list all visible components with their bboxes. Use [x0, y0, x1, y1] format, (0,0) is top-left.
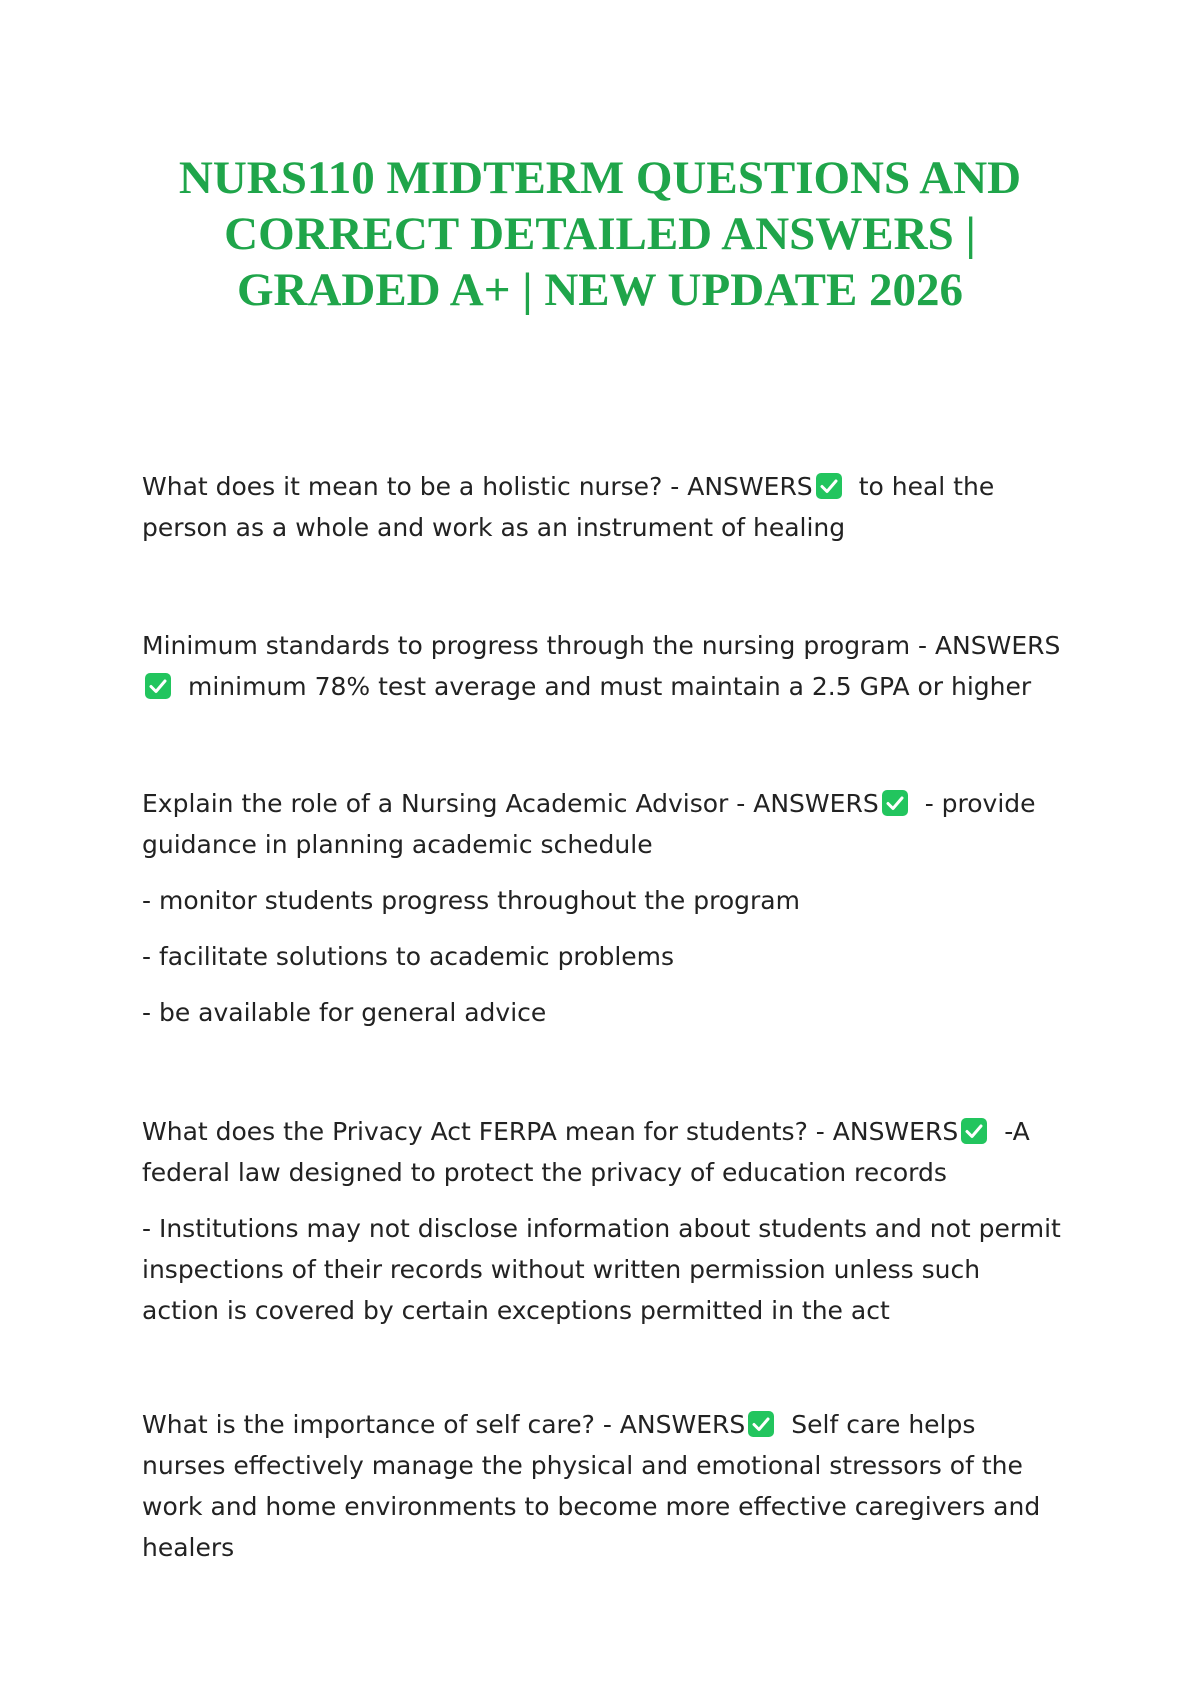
answer-bullet: - Institutions may not disclose information about students and not permit inspections of their records without written permission unless such action is covered by certain exceptions permitted in the act — [142, 1214, 1061, 1325]
question-text: What is the importance of self care? - ANSWERS — [142, 1410, 746, 1439]
answer-text: minimum 78% test average and must maintain a 2.5 GPA or higher — [188, 672, 1032, 701]
answer-text: - provide guidance in planning academic schedule — [142, 789, 1036, 859]
question-text: Explain the role of a Nursing Academic Advisor - ANSWERS — [142, 789, 879, 818]
qa-paragraph — [142, 783, 1062, 865]
green-check-box-icon — [747, 1410, 775, 1438]
green-check-box-icon — [815, 472, 843, 500]
qa-item — [142, 783, 1062, 1033]
qa-item — [142, 625, 1062, 707]
answer-bullet: - monitor students progress throughout the program — [142, 886, 800, 915]
green-check-box-icon — [960, 1117, 988, 1145]
answer-text: to heal the person as a whole and work as an instrument of healing — [142, 472, 995, 542]
qa-paragraph — [142, 1111, 1062, 1193]
qa-paragraph — [142, 1404, 1062, 1568]
answer-text: -A federal law designed to protect the privacy of education records — [142, 1117, 1030, 1187]
qa-item — [142, 466, 1062, 548]
qa-paragraph — [142, 466, 1062, 548]
document-title: NURS110 MIDTERM QUESTIONS AND CORRECT DETAILED ANSWERS | GRADED A+ | NEW UPDATE 2026 — [178, 152, 1022, 316]
green-check-box-icon — [881, 789, 909, 817]
answer-bullet: - facilitate solutions to academic problems — [142, 942, 675, 971]
question-text: Minimum standards to progress through the nursing program - ANSWERS — [142, 631, 1061, 660]
green-check-box-icon — [144, 672, 172, 700]
answer-text: Self care helps nurses effectively manage the physical and emotional stressors of the work and home environments to become more effective caregivers and healers — [142, 1410, 1041, 1562]
question-text: What does it mean to be a holistic nurse? - ANSWERS — [142, 472, 813, 501]
qa-item — [142, 1404, 1062, 1568]
qa-paragraph — [142, 625, 1062, 707]
qa-item — [142, 1111, 1062, 1331]
answer-bullet: - be available for general advice — [142, 998, 547, 1027]
question-text: What does the Privacy Act FERPA mean for students? - ANSWERS — [142, 1117, 959, 1146]
